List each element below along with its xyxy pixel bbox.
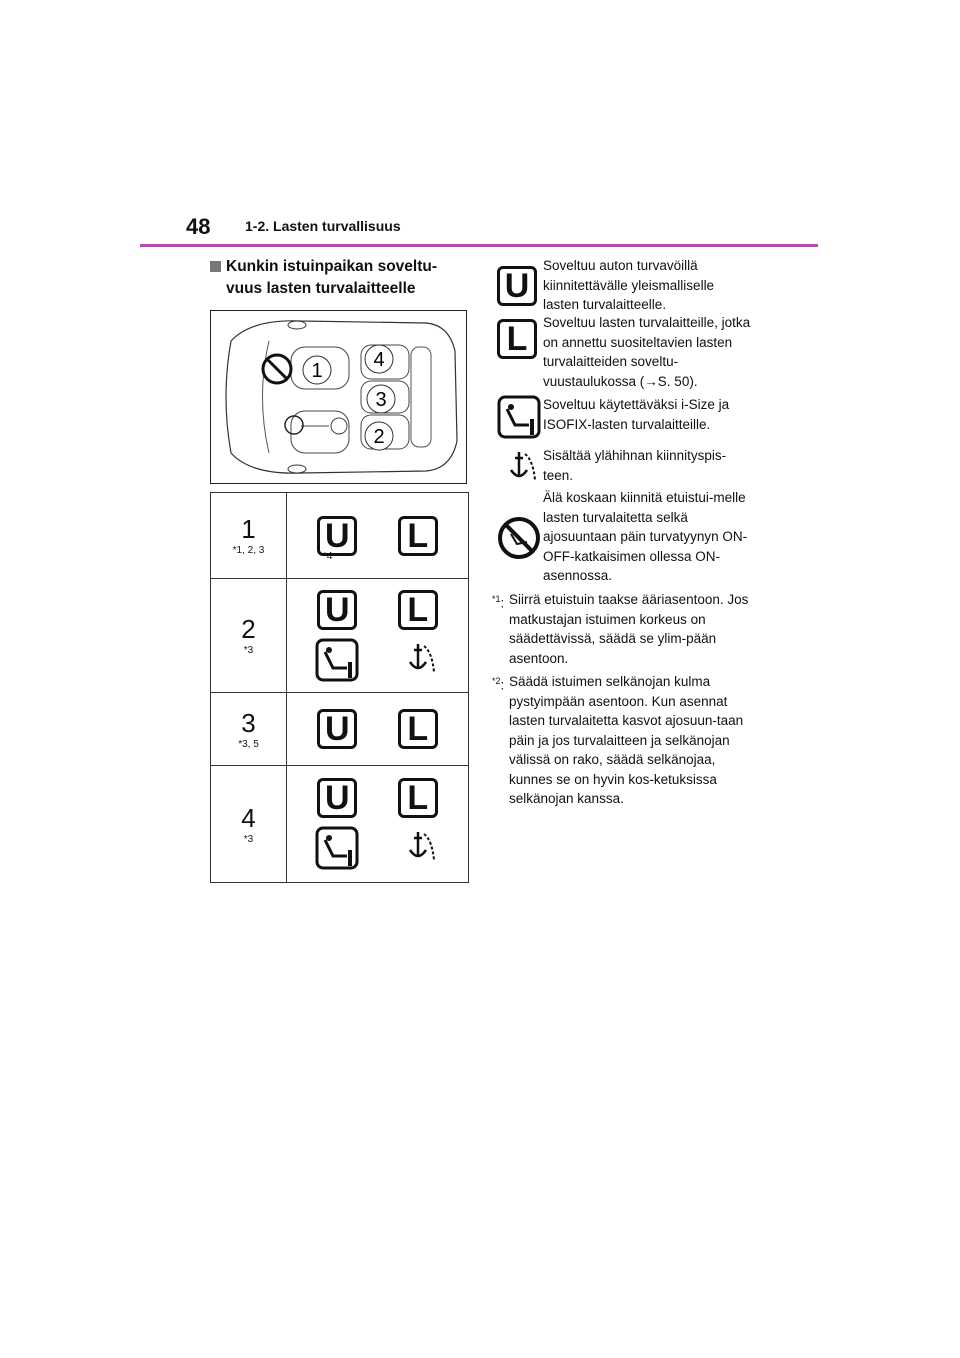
footnote-text: Siirrä etuistuin taakse ääriasentoon. Jos matkustajan istuimen korkeus on säädettävissä, säädä se ylim-pään asentoon. bbox=[509, 592, 749, 666]
table-row bbox=[211, 579, 469, 693]
section-title: Kunkin istuinpaikan soveltu-vuus lasten turvalaitteelle bbox=[226, 258, 437, 297]
no-rear-facing-seat-icon bbox=[497, 516, 541, 560]
seat-number: 3 bbox=[241, 707, 256, 738]
table-row bbox=[211, 493, 469, 579]
seat-number: 2 bbox=[241, 614, 256, 644]
seat-number: 4 bbox=[241, 802, 256, 833]
seat-label-3: 3 bbox=[375, 389, 387, 411]
limited-l-icon: L bbox=[497, 319, 537, 359]
legend-text: Sisältää ylähihnan kiinnityspis-teen. bbox=[543, 448, 727, 483]
universal-u-icon: U bbox=[317, 590, 357, 630]
legend-text: Soveltuu lasten turvalaitteille, jotka on annettu suositeltavien lasten turvalaitteiden soveltu-vuustaulukossa (→S. 50). bbox=[543, 315, 751, 389]
isize-seat-icon bbox=[497, 395, 541, 439]
top-tether-anchor-icon bbox=[497, 446, 541, 490]
footnote bbox=[492, 590, 752, 668]
table-row bbox=[211, 766, 469, 883]
limited-l-icon: L bbox=[398, 778, 438, 818]
universal-u-icon: U bbox=[317, 709, 357, 749]
legend-item bbox=[497, 488, 757, 588]
limited-l-icon: L bbox=[398, 516, 438, 556]
top-tether-anchor-icon bbox=[396, 638, 440, 682]
square-bullet-icon bbox=[210, 261, 221, 272]
seat-suitability-table bbox=[210, 492, 469, 883]
legend-item bbox=[497, 395, 757, 439]
seat-note: *3 bbox=[243, 645, 254, 656]
car-top-view-illustration bbox=[211, 311, 466, 483]
limited-l-icon: L bbox=[398, 590, 438, 630]
seat-icons-cell bbox=[287, 493, 469, 579]
left-mirror bbox=[288, 321, 306, 329]
universal-u-icon: U bbox=[317, 516, 357, 556]
seat-number-cell bbox=[211, 693, 287, 766]
seat-number-cell bbox=[211, 493, 287, 579]
isize-seat-icon bbox=[315, 638, 359, 682]
car-body-outline bbox=[226, 321, 457, 473]
steering-wheel-icon bbox=[285, 416, 303, 434]
car-seating-diagram bbox=[210, 310, 467, 484]
u-note: *4 bbox=[323, 551, 333, 562]
legend-text: Älä koskaan kiinnitä etuistui-melle lasten turvalaitetta selkä ajosuuntaan päin turvatyynyn ON-OFF-katkaisimen ollessa ON-asennossa. bbox=[543, 490, 748, 583]
footnote bbox=[492, 672, 752, 809]
seat-icons-cell bbox=[287, 766, 469, 883]
rear-shelf bbox=[411, 347, 431, 447]
chapter-title: 1-2. Lasten turvallisuus bbox=[245, 218, 401, 234]
section-heading bbox=[210, 256, 470, 300]
driver-head bbox=[331, 418, 347, 434]
isize-seat-icon bbox=[315, 826, 359, 870]
universal-u-icon: U bbox=[497, 266, 537, 306]
seat-note: *3, 5 bbox=[238, 738, 259, 750]
legend-text: Soveltuu auton turvavöillä kiinnitettävälle yleismalliselle lasten turvalaitteelle. bbox=[543, 258, 715, 312]
limited-l-icon: L bbox=[398, 709, 438, 749]
table-row bbox=[211, 693, 469, 766]
legend-item bbox=[497, 446, 757, 490]
seat-label-2: 2 bbox=[373, 426, 385, 448]
seat-icons-cell bbox=[287, 693, 469, 766]
seat-number: 1 bbox=[241, 514, 256, 544]
footnote-mark: $^{*2}$: bbox=[492, 676, 505, 693]
right-mirror bbox=[288, 465, 306, 473]
seat-icons-cell bbox=[287, 579, 469, 693]
universal-u-icon: U bbox=[317, 778, 357, 818]
header-divider bbox=[140, 244, 818, 247]
footnote-text: Säädä istuimen selkänojan kulma pystyimpään asentoon. Kun asennat lasten turvalaitetta kasvot ajosuun-taan päin ja jos turvalaitteen ja selkänojan välissä on rako, säädä selkänojaa, kunnes se on hyvin kos-ketuksissa selkänojan kanssa. bbox=[509, 674, 744, 806]
seat-number-cell bbox=[211, 579, 287, 693]
page-number: 48 bbox=[186, 214, 211, 239]
seat-label-4: 4 bbox=[373, 349, 385, 371]
legend-text: Soveltuu käytettäväksi i-Size ja ISOFIX-lasten turvalaitteille. bbox=[543, 397, 730, 432]
seat-label-1: 1 bbox=[311, 360, 323, 382]
seat-number-cell bbox=[211, 766, 287, 883]
top-tether-anchor-icon bbox=[396, 826, 440, 870]
legend-item bbox=[497, 313, 757, 393]
footnote-mark: $^{*1}$: bbox=[492, 594, 505, 611]
seat-note: *3 bbox=[243, 833, 254, 845]
seat-note: *1, 2, 3 bbox=[232, 545, 265, 556]
